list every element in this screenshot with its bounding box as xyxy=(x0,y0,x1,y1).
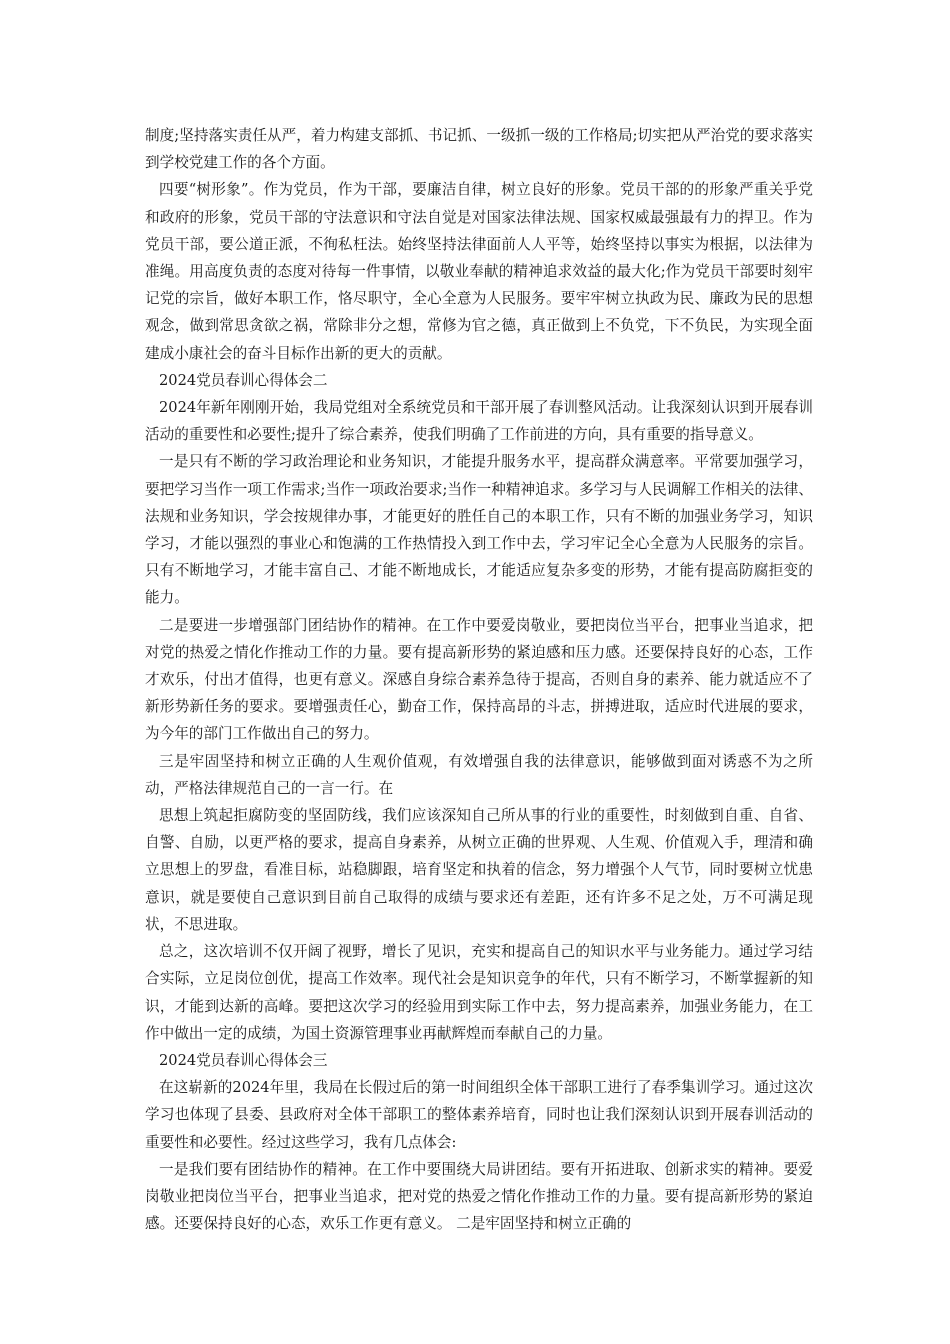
paragraph: 在这崭新的2024年里，我局在长假过后的第一时间组织全体干部职工进行了春季集训学习。通过这次学习也体现了县委、县政府对全体干部职工的整体素养培育，同时也让我们深刻认识到开展春训活动的重要性和必要性。经过这些学习，我有几点体会: xyxy=(145,1079,813,1151)
section-heading: 2024党员春训心得体会二 xyxy=(159,371,328,389)
paragraph: 制度;坚持落实责任从严，着力构建支部抓、书记抓、一级抓一级的工作格局;切实把从严治党的要求落实到学校党建工作的各个方面。 xyxy=(145,127,813,172)
paragraph: 一是我们要有团结协作的精神。在工作中要围绕大局讲团结。要有开拓进取、创新求实的精神。要爱岗敬业把岗位当平台，把事业当追求，把对党的热爱之情化作推动工作的力量。要有提高新形势的紧迫感。还要保持良好的心态，欢乐工作更有意义。 二是牢固坚持和树立正确的 xyxy=(145,1160,813,1233)
paragraph: 一是只有不断的学习政治理论和业务知识，才能提升服务水平，提高群众满意率。平常要加强学习，要把学习当作一项工作需求;当作一项政治要求;当作一种精神追求。多学习与人民调解工作相关的法律、法规和业务知识，学会按规律办事，才能更好的胜任自己的本职工作，只有不断的加强业务学习，知识学习，才能以强烈的事业心和饱满的工作热情投入到工作中去，学习牢记全心全意为人民服务的宗旨。只有不断地学习，才能丰富自己、才能不断地成长，才能适应复杂多变的形势，才能有提高防腐拒变的能力。 xyxy=(145,453,813,607)
paragraph: 思想上筑起拒腐防变的坚固防线，我们应该深知自己所从事的行业的重要性，时刻做到自重、自省、自警、自励，以更严格的要求，提高自身素养，从树立正确的世界观、人生观、价值观入手，理清和确立思想上的罗盘，看准目标，站稳脚跟，培育坚定和执着的信念，努力增强个人气节，同时要树立忧患意识，就是要使自己意识到目前自己取得的成绩与要求还有差距，还有许多不足之处，万不可满足现状，不思进取。 xyxy=(145,807,813,933)
paragraph: 总之，这次培训不仅开阔了视野，增长了见识，充实和提高自己的知识水平与业务能力。通过学习结合实际，立足岗位创优，提高工作效率。现代社会是知识竞争的年代，只有不断学习，不断掌握新的知识，才能到达新的高峰。要把这次学习的经验用到实际工作中去，努力提高素养，加强业务能力，在工作中做出一定的成绩，为国土资源管理事业再献辉煌而奉献自己的力量。 xyxy=(145,943,813,1042)
paragraph: 二是要进一步增强部门团结协作的精神。在工作中要爱岗敬业，要把岗位当平台，把事业当追求，把对党的热爱之情化作推动工作的力量。要有提高新形势的紧迫感和压力感。还要保持良好的心态，工作才欢乐，付出才值得，也更有意义。深感自身综合素养急待于提高，否则自身的素养、能力就适应不了新形势新任务的要求。要增强责任心，勤奋工作，保持高昂的斗志，拼搏进取，适应时代进展的要求，为今年的部门工作做出自己的努力。 xyxy=(145,616,813,743)
section-heading: 2024党员春训心得体会三 xyxy=(159,1051,328,1069)
paragraph: 三是牢固坚持和树立正确的人生观价值观，有效增强自我的法律意识，能够做到面对诱惑不为之所动，严格法律规范自己的一言一行。在 xyxy=(145,752,813,797)
paragraph: 2024年新年刚刚开始，我局党组对全系统党员和干部开展了春训整风活动。让我深刻认识到开展春训活动的重要性和必要性;提升了综合素养，使我们明确了工作前进的方向，具有重要的指导意义。 xyxy=(145,399,813,444)
document-page xyxy=(145,122,813,1237)
paragraph: 四要“树形象”。作为党员，作为干部，要廉洁自律，树立良好的形象。党员干部的的形象严重关乎党和政府的形象，党员干部的守法意识和守法自觉是对国家法律法规、国家权威最强最有力的捍卫。作为党员干部，要公道正派，不徇私枉法。始终坚持法律面前人人平等，始终坚持以事实为根据，以法律为准绳。用高度负责的态度对待每一件事情，以敬业奉献的精神追求效益的最大化;作为党员干部要时刻牢记党的宗旨，做好本职工作，恪尽职守，全心全意为人民服务。要牢牢树立执政为民、廉政为民的思想观念，做到常思贪欲之祸，常除非分之想，常修为官之德，真正做到上不负党，下不负民，为实现全面建成小康社会的奋斗目标作出新的更大的贡献。 xyxy=(145,181,813,362)
